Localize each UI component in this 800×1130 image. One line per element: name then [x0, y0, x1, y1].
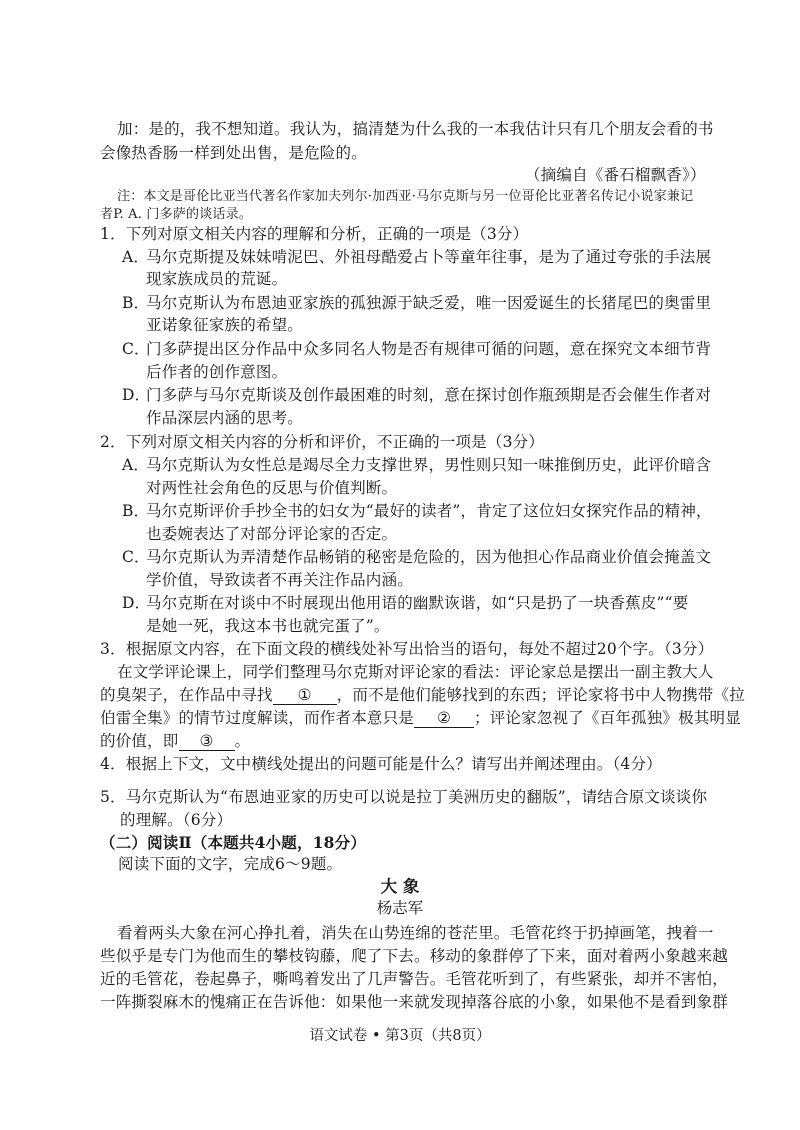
q2-option-b-letter: B．	[122, 502, 150, 520]
section-2-heading: （二）阅读Ⅱ（本题共4小题，18分）	[100, 833, 367, 852]
story-paragraph-line-4: 一阵撕裂麻木的愧痛正在告诉他：如果他一来就发现掉落谷底的小象，如果他不是看到象群	[100, 993, 729, 1011]
q1-option-a-line-1: 马尔克斯提及妹妹啃泥巴、外祖母酷爱占卜等童年往事，是为了通过夸张的手法展	[146, 248, 712, 266]
passage-note-line-1: 注：本文是哥伦比亚当代著名作家加夫列尔·加西亚·马尔克斯与另一位哥伦比亚著名传记小说家兼记	[117, 189, 694, 204]
q3-line-2-start: 的臭架子，在作品中寻找	[100, 686, 273, 704]
q2-option-d-line-2: 是她一死，我这本书也就完蛋了”。	[146, 617, 390, 635]
q2-option-a-letter: A．	[122, 456, 150, 474]
q1-option-a-letter: A．	[122, 248, 150, 266]
q3-text-line-3	[100, 707, 741, 729]
q3-line-3-start: 伯雷全集》的情节过度解读，而作者本意只是	[100, 709, 415, 727]
q1-option-c-line-2: 后作者的创作意图。	[146, 363, 288, 381]
q1-option-b-line-1: 马尔克斯认为布恩迪亚家族的孤独源于缺乏爱，唯一因爱诞生的长猪尾巴的奥雷里	[146, 294, 712, 312]
q3-text-line-4	[100, 730, 250, 752]
passage-end-line-1: 加：是的，我不想知道。我认为，搞清楚为什么我的一本我估计只有几个朋友会看的书	[117, 120, 714, 138]
q1-option-d-line-2: 作品深层内涵的思考。	[146, 409, 304, 427]
q2-stem: 2．下列对原文相关内容的分析和评价，不正确的一项是（3分）	[100, 433, 545, 451]
story-title: 大 象	[380, 877, 420, 896]
q3-line-3-end: ；评论家忽视了《百年孤独》极其明显	[474, 709, 741, 727]
section-2-instruction: 阅读下面的文字，完成6～9题。	[118, 855, 343, 873]
q4-stem: 4．根据上下文，文中横线处提出的问题可能是什么？请写出并阐述理由。（4分）	[100, 755, 662, 773]
q2-option-c-line-1: 马尔克斯认为弄清楚作品畅销的秘密是危险的，因为他担心作品商业价值会掩盖文	[146, 548, 712, 566]
q5-line-1: 5．马尔克斯认为“布恩迪亚家的历史可以说是拉丁美洲历史的翻版”，请结合原文谈谈你	[100, 788, 708, 806]
q2-option-c-line-2: 学价值，导致读者不再关注作品内涵。	[146, 571, 413, 589]
story-paragraph-line-1: 看着两头大象在河心挣扎着，消失在山势连绵的苍茫里。毛管花终于扔掉画笔，拽着一	[117, 924, 714, 942]
page-footer: 语文试卷 • 第3页（共8页）	[309, 1028, 491, 1044]
q1-option-d-line-1: 门多萨与马尔克斯谈及创作最困难的时刻，意在探讨创作瓶颈期是否会催生作者对	[146, 386, 712, 404]
q2-option-a-line-1: 马尔克斯认为女性总是竭尽全力支撑世界，男性则只知一味推倒历史，此评价暗含	[146, 456, 712, 474]
q3-line-4-end: 。	[234, 732, 251, 750]
q2-option-d-letter: D．	[122, 594, 151, 612]
story-paragraph-line-3: 近的毛管花，卷起鼻子，嘶鸣着发出了几声警告。毛管花听到了，有些紧张，却并不害怕，	[100, 970, 729, 988]
q1-option-c-line-1: 门多萨提出区分作品中众多同名人物是否有规律可循的问题，意在探究文本细节背	[146, 340, 712, 358]
story-paragraph-line-2: 些似乎是专门为他而生的攀枝钩藤，爬了下去。移动的象群停了下来，面对着两小象越来越	[100, 947, 729, 965]
q5-line-2: 的理解。（6分）	[120, 811, 233, 829]
q3-line-4-start: 的价值，即	[100, 732, 179, 750]
q1-stem: 1．下列对原文相关内容的理解和分析，正确的一项是（3分）	[100, 225, 529, 243]
passage-note-line-2: 者P. A. 门多萨的谈话录。	[100, 207, 253, 222]
q1-option-c-letter: C．	[122, 340, 150, 358]
q1-option-a-line-2: 现家族成员的荒诞。	[146, 270, 288, 288]
q3-blank-1[interactable]: ①	[273, 686, 337, 705]
q1-option-b-letter: B．	[122, 294, 150, 312]
q2-option-a-line-2: 对两性社会角色的反思与价值判断。	[146, 479, 398, 497]
q2-option-b-line-2: 也委婉表达了对部分评论家的否定。	[146, 525, 398, 543]
q3-blank-3[interactable]: ③	[179, 732, 235, 751]
q3-line-2-end: ，而不是他们能够找到的东西；评论家将书中人物携带《拉	[336, 686, 745, 704]
story-author: 杨志军	[376, 899, 424, 917]
q3-text-line-1: 在文学评论课上，同学们整理马尔克斯对评论家的看法：评论家总是摆出一副主教大人	[117, 663, 714, 681]
passage-source: （摘编自《番石榴飘香》）	[525, 166, 706, 184]
q3-text-line-2	[100, 684, 745, 706]
q2-option-d-line-1: 马尔克斯在对谈中不时展现出他用语的幽默诙谐，如“只是扔了一块香蕉皮”“要	[146, 594, 689, 612]
q3-blank-2[interactable]: ②	[414, 709, 474, 728]
q3-stem: 3．根据原文内容，在下面文段的横线处补写出恰当的语句，每处不超过20个字。（3分）	[100, 640, 714, 658]
q1-option-d-letter: D．	[122, 386, 151, 404]
q2-option-c-letter: C．	[122, 548, 150, 566]
passage-end-line-2: 会像热香肠一样到处出售，是危险的。	[100, 144, 367, 162]
q2-option-b-line-1: 马尔克斯评价手抄全书的妇女为“最好的读者”，肯定了这位妇女探究作品的精神，	[146, 502, 712, 520]
q1-option-b-line-2: 亚诺象征家族的希望。	[146, 316, 304, 334]
